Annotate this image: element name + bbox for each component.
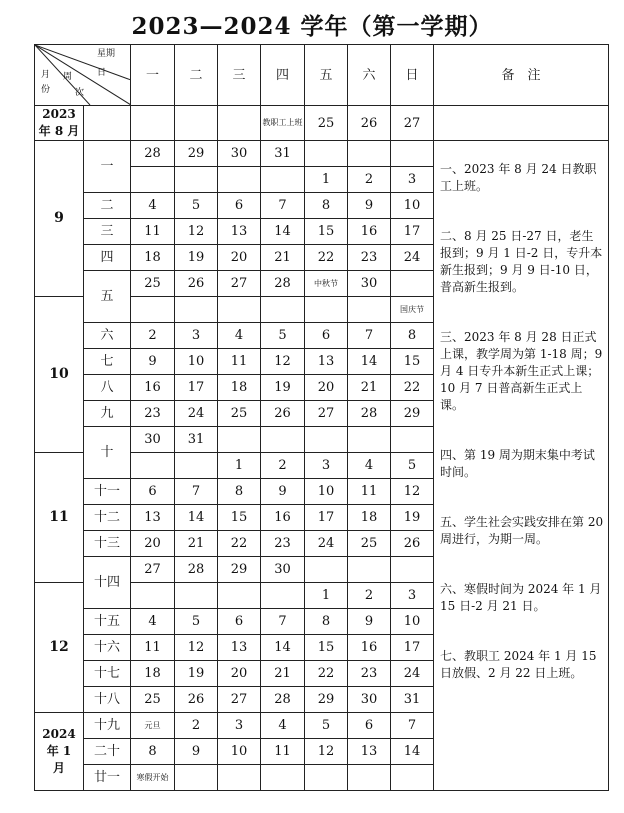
day-cell: 18 <box>348 505 391 531</box>
day-cell <box>218 297 261 323</box>
day-cell: 1 <box>218 453 261 479</box>
day-cell: 29 <box>175 141 218 167</box>
day-cell: 26 <box>175 687 218 713</box>
day-cell: 22 <box>218 531 261 557</box>
day-cell: 3 <box>175 323 218 349</box>
day-cell: 7 <box>261 193 305 219</box>
day-cell: 2 <box>348 583 391 609</box>
calendar-table <box>34 44 609 791</box>
day-cell: 25 <box>348 531 391 557</box>
day-header-fri: 五 <box>305 45 348 106</box>
day-cell: 20 <box>305 375 348 401</box>
day-cell <box>261 427 305 453</box>
day-cell: 10 <box>391 193 434 219</box>
day-cell: 13 <box>218 635 261 661</box>
day-cell <box>131 583 175 609</box>
day-cell: 28 <box>261 687 305 713</box>
day-cell: 14 <box>261 219 305 245</box>
day-cell: 12 <box>305 739 348 765</box>
day-cell: 31 <box>261 141 305 167</box>
month-label-part: 9 <box>54 210 64 226</box>
week-number: 八 <box>84 375 131 401</box>
header-row <box>35 45 609 106</box>
day-cell <box>175 167 218 193</box>
day-cell: 11 <box>218 349 261 375</box>
day-cell: 23 <box>261 531 305 557</box>
day-cell <box>131 453 175 479</box>
day-cell: 6 <box>131 479 175 505</box>
day-cell <box>218 765 261 791</box>
day-cell: 17 <box>175 375 218 401</box>
day-cell: 18 <box>131 661 175 687</box>
day-cell: 7 <box>175 479 218 505</box>
day-cell: 23 <box>131 401 175 427</box>
day-header-sun: 日 <box>391 45 434 106</box>
day-cell <box>305 765 348 791</box>
day-cell: 30 <box>261 557 305 583</box>
note-item: 四、第 19 周为期末集中考试时间。 <box>440 448 595 479</box>
day-header-wed: 三 <box>218 45 261 106</box>
note-item: 一、2023 年 8 月 24 日教职工上班。 <box>440 162 597 193</box>
day-cell: 28 <box>261 271 305 297</box>
week-number: 十八 <box>84 687 131 713</box>
day-cell: 30 <box>218 141 261 167</box>
day-cell: 2 <box>348 167 391 193</box>
day-cell <box>261 297 305 323</box>
day-cell: 7 <box>391 713 434 739</box>
day-cell: 8 <box>131 739 175 765</box>
day-note-cell: 元旦 <box>131 713 175 739</box>
day-cell: 4 <box>218 323 261 349</box>
day-cell: 10 <box>218 739 261 765</box>
day-cell: 22 <box>305 661 348 687</box>
day-cell: 5 <box>261 323 305 349</box>
day-cell: 11 <box>131 219 175 245</box>
day-cell: 27 <box>218 271 261 297</box>
day-cell: 24 <box>175 401 218 427</box>
day-cell: 10 <box>175 349 218 375</box>
month-label-part: 12 <box>49 639 69 655</box>
day-cell: 21 <box>261 245 305 271</box>
week-number: 五 <box>84 271 131 323</box>
day-cell: 16 <box>348 635 391 661</box>
day-cell: 8 <box>218 479 261 505</box>
day-header-sat: 六 <box>348 45 391 106</box>
month-label-part: 10 <box>49 366 69 382</box>
day-cell: 31 <box>391 687 434 713</box>
day-cell <box>175 106 218 141</box>
corner-label-week: 星期 <box>97 49 116 59</box>
day-cell: 4 <box>131 193 175 219</box>
day-cell: 14 <box>175 505 218 531</box>
day-cell: 26 <box>261 401 305 427</box>
day-cell: 9 <box>131 349 175 375</box>
day-cell: 4 <box>261 713 305 739</box>
day-header-thu: 四 <box>261 45 305 106</box>
day-cell: 14 <box>348 349 391 375</box>
notes-header: 备 注 <box>434 45 609 106</box>
day-cell <box>348 557 391 583</box>
day-cell <box>391 271 434 297</box>
day-cell: 3 <box>218 713 261 739</box>
day-cell: 15 <box>305 635 348 661</box>
day-cell <box>348 427 391 453</box>
week-number: 四 <box>84 245 131 271</box>
day-cell: 26 <box>391 531 434 557</box>
day-note-cell: 教职工上班 <box>261 106 305 141</box>
day-cell <box>218 427 261 453</box>
month-label-part: 2023 <box>42 107 76 121</box>
day-cell: 6 <box>218 609 261 635</box>
day-cell: 1 <box>305 583 348 609</box>
day-cell <box>391 141 434 167</box>
week-number: 十六 <box>84 635 131 661</box>
day-cell: 27 <box>391 106 434 141</box>
week-number: 十一 <box>84 479 131 505</box>
week-number: 三 <box>84 219 131 245</box>
day-cell: 29 <box>218 557 261 583</box>
month-jan <box>35 713 84 791</box>
day-cell: 9 <box>261 479 305 505</box>
day-cell: 24 <box>391 661 434 687</box>
week-number: 十二 <box>84 505 131 531</box>
day-cell <box>175 297 218 323</box>
day-cell: 24 <box>391 245 434 271</box>
day-cell <box>175 583 218 609</box>
month-oct <box>35 297 84 453</box>
day-cell: 23 <box>348 661 391 687</box>
month-aug <box>35 106 84 141</box>
day-cell <box>131 167 175 193</box>
day-cell: 9 <box>348 609 391 635</box>
month-label-part: 月 <box>52 761 65 775</box>
day-cell: 6 <box>305 323 348 349</box>
day-cell: 10 <box>305 479 348 505</box>
day-cell: 12 <box>175 635 218 661</box>
day-cell: 25 <box>218 401 261 427</box>
corner-label-month-a: 月 <box>41 70 51 80</box>
week-number: 九 <box>84 401 131 427</box>
day-cell: 12 <box>391 479 434 505</box>
month-dec <box>35 583 84 713</box>
header-corner <box>35 45 131 106</box>
day-cell: 28 <box>131 141 175 167</box>
day-cell: 13 <box>348 739 391 765</box>
corner-label-month-b: 份 <box>41 85 51 95</box>
day-cell <box>348 297 391 323</box>
day-cell: 5 <box>175 193 218 219</box>
day-cell: 26 <box>175 271 218 297</box>
day-cell <box>261 765 305 791</box>
day-cell: 5 <box>391 453 434 479</box>
day-cell: 18 <box>131 245 175 271</box>
day-cell: 15 <box>305 219 348 245</box>
note-item: 三、2023 年 8 月 28 日正式上课，教学周为第 1-18 周；9 月 4 日专升本新生正式上课；10 月 7 日普高新生正式上课。 <box>440 330 603 412</box>
day-cell <box>305 297 348 323</box>
day-cell: 7 <box>348 323 391 349</box>
day-cell: 31 <box>175 427 218 453</box>
month-label-part: 年 1 <box>46 744 72 758</box>
week-number <box>84 106 131 141</box>
day-cell: 2 <box>131 323 175 349</box>
day-cell: 1 <box>305 167 348 193</box>
calendar-body <box>35 106 609 791</box>
day-cell <box>218 106 261 141</box>
day-cell: 13 <box>131 505 175 531</box>
day-cell <box>175 453 218 479</box>
day-cell: 7 <box>261 609 305 635</box>
day-cell: 30 <box>131 427 175 453</box>
day-cell: 17 <box>305 505 348 531</box>
day-cell: 8 <box>305 609 348 635</box>
day-cell: 15 <box>391 349 434 375</box>
day-cell: 28 <box>175 557 218 583</box>
day-cell: 20 <box>218 245 261 271</box>
day-cell: 16 <box>131 375 175 401</box>
day-cell: 2 <box>261 453 305 479</box>
day-cell: 22 <box>391 375 434 401</box>
day-header-mon: 一 <box>131 45 175 106</box>
day-cell: 15 <box>218 505 261 531</box>
month-sep <box>35 141 84 297</box>
day-cell: 25 <box>131 687 175 713</box>
week-row <box>35 106 609 141</box>
day-cell <box>348 765 391 791</box>
day-cell <box>261 583 305 609</box>
day-cell: 8 <box>305 193 348 219</box>
week-number: 二 <box>84 193 131 219</box>
day-cell: 21 <box>348 375 391 401</box>
day-cell <box>391 427 434 453</box>
day-cell <box>218 583 261 609</box>
week-number: 十 <box>84 427 131 479</box>
day-cell: 20 <box>131 531 175 557</box>
week-number: 一 <box>84 141 131 193</box>
day-cell: 16 <box>261 505 305 531</box>
day-cell: 20 <box>218 661 261 687</box>
day-note-cell: 寒假开始 <box>131 765 175 791</box>
day-cell: 11 <box>131 635 175 661</box>
day-cell <box>305 557 348 583</box>
day-cell: 28 <box>348 401 391 427</box>
day-cell: 4 <box>131 609 175 635</box>
day-cell: 19 <box>175 661 218 687</box>
day-cell: 25 <box>305 106 348 141</box>
day-cell: 27 <box>218 687 261 713</box>
day-cell <box>261 167 305 193</box>
month-nov <box>35 453 84 583</box>
day-cell: 13 <box>218 219 261 245</box>
week-number: 十五 <box>84 609 131 635</box>
day-cell: 29 <box>305 687 348 713</box>
note-item: 二、8 月 25 日-27 日，老生报到；9 月 1 日-2 日，专升本新生报到；9 月 9 日-10 日，普高新生报到。 <box>440 229 603 294</box>
day-cell: 5 <box>305 713 348 739</box>
week-row <box>35 141 609 167</box>
note-item: 七、教职工 2024 年 1 月 15 日放假、2 月 22 日上班。 <box>440 649 597 680</box>
day-cell: 12 <box>175 219 218 245</box>
day-cell: 17 <box>391 635 434 661</box>
day-cell: 25 <box>131 271 175 297</box>
note-item: 五、学生社会实践安排在第 20 周进行，为期一周。 <box>440 515 604 546</box>
day-cell: 16 <box>348 219 391 245</box>
day-cell: 19 <box>261 375 305 401</box>
day-cell: 3 <box>391 583 434 609</box>
notes-spacer <box>434 106 609 141</box>
corner-label-zhou: 周 <box>63 72 73 82</box>
page-title: 2023—2024 学年（第一学期） <box>131 13 493 40</box>
day-cell: 6 <box>218 193 261 219</box>
week-number: 十四 <box>84 557 131 609</box>
corner-label-ci: 次 <box>75 88 85 98</box>
day-cell: 23 <box>348 245 391 271</box>
day-cell: 19 <box>391 505 434 531</box>
day-cell: 24 <box>305 531 348 557</box>
day-note-cell: 中秋节 <box>305 271 348 297</box>
day-cell: 9 <box>175 739 218 765</box>
note-item: 六、寒假时间为 2024 年 1 月 15 日-2 月 21 日。 <box>440 582 602 613</box>
day-cell: 22 <box>305 245 348 271</box>
day-cell <box>305 141 348 167</box>
day-cell: 18 <box>218 375 261 401</box>
day-cell: 11 <box>348 479 391 505</box>
day-cell: 4 <box>348 453 391 479</box>
week-number: 六 <box>84 323 131 349</box>
day-cell <box>218 167 261 193</box>
day-header-tue: 二 <box>175 45 218 106</box>
day-cell: 14 <box>391 739 434 765</box>
day-cell: 17 <box>391 219 434 245</box>
day-cell: 8 <box>391 323 434 349</box>
week-number: 二十 <box>84 739 131 765</box>
week-number: 十三 <box>84 531 131 557</box>
day-cell: 27 <box>131 557 175 583</box>
notes-column <box>434 141 609 791</box>
day-cell: 3 <box>305 453 348 479</box>
month-label-part: 2024 <box>42 727 76 741</box>
day-cell: 19 <box>175 245 218 271</box>
day-cell <box>391 557 434 583</box>
week-number: 十七 <box>84 661 131 687</box>
day-cell: 21 <box>261 661 305 687</box>
day-cell: 12 <box>261 349 305 375</box>
day-cell <box>175 765 218 791</box>
week-number: 七 <box>84 349 131 375</box>
day-cell: 9 <box>348 193 391 219</box>
day-cell: 21 <box>175 531 218 557</box>
day-cell <box>131 297 175 323</box>
day-cell <box>348 141 391 167</box>
day-cell: 30 <box>348 271 391 297</box>
day-cell <box>305 427 348 453</box>
month-label-part: 年 8 月 <box>38 124 80 138</box>
day-cell <box>391 765 434 791</box>
day-cell: 6 <box>348 713 391 739</box>
day-cell <box>131 106 175 141</box>
day-cell: 10 <box>391 609 434 635</box>
day-cell: 14 <box>261 635 305 661</box>
day-note-cell: 国庆节 <box>391 297 434 323</box>
day-cell: 29 <box>391 401 434 427</box>
day-cell: 11 <box>261 739 305 765</box>
week-number: 十九 <box>84 713 131 739</box>
day-cell: 2 <box>175 713 218 739</box>
day-cell: 5 <box>175 609 218 635</box>
day-cell: 27 <box>305 401 348 427</box>
day-cell: 13 <box>305 349 348 375</box>
day-cell: 30 <box>348 687 391 713</box>
corner-label-day: 日 <box>97 68 107 78</box>
week-number: 廿一 <box>84 765 131 791</box>
day-cell: 3 <box>391 167 434 193</box>
month-label-part: 11 <box>49 509 69 525</box>
day-cell: 26 <box>348 106 391 141</box>
